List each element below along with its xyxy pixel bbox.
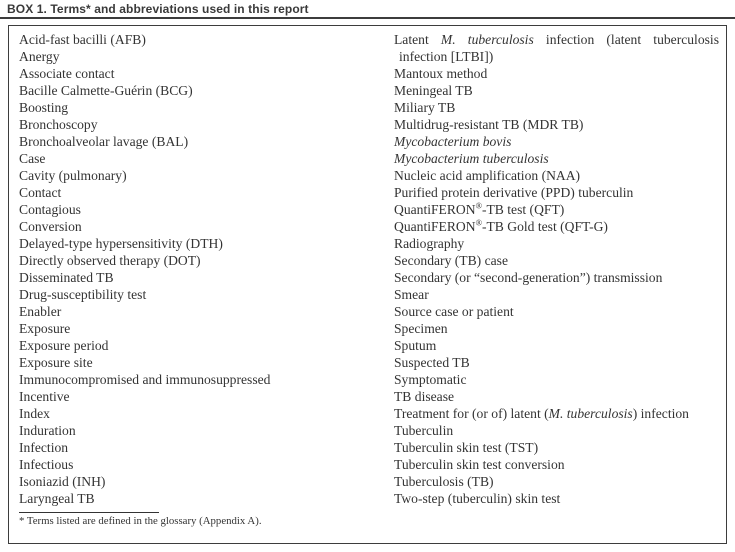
term-item: Two-step (tuberculin) skin test [394, 491, 561, 506]
title-underline [0, 17, 735, 19]
term-item: Mycobacterium bovis [394, 134, 512, 149]
terms-columns [9, 26, 726, 507]
term-item: Boosting [19, 100, 69, 115]
term-item: Acid-fast bacilli (AFB) [19, 32, 146, 47]
term-item: Exposure site [19, 355, 93, 370]
term-item: Mantoux method [394, 66, 488, 81]
term-item: Tuberculosis (TB) [394, 474, 494, 489]
term-item: Secondary (or “second-generation”) transmission [394, 270, 663, 285]
term-item: Purified protein derivative (PPD) tuberculin [394, 185, 634, 200]
term-item: Delayed-type hypersensitivity (DTH) [19, 236, 223, 251]
left-column [9, 31, 394, 507]
term-item: Radiography [394, 236, 465, 251]
term-item: Incentive [19, 389, 70, 404]
term-item: Nucleic acid amplification (NAA) [394, 168, 581, 183]
term-item: Disseminated TB [19, 270, 114, 285]
term-item: Case [19, 151, 46, 166]
term-item: Drug-susceptibility test [19, 287, 147, 302]
term-item: Conversion [19, 219, 82, 234]
term-item: Miliary TB [394, 100, 456, 115]
term-item: Tuberculin skin test (TST) [394, 440, 539, 455]
right-column [394, 31, 726, 507]
term-item: Index [19, 406, 50, 421]
term-item: Directly observed therapy (DOT) [19, 253, 201, 268]
term-item: Tuberculin [394, 423, 454, 438]
term-item: Bronchoscopy [19, 117, 98, 132]
term-item: Laryngeal TB [19, 491, 95, 506]
term-item: Treatment for (or of) latent (M. tuberculosis) infection [394, 406, 689, 421]
term-item: Exposure period [19, 338, 109, 353]
term-item: Anergy [19, 49, 60, 64]
term-item: Latent M. tuberculosis infection (latent tuberculosis infection [LTBI]) [394, 32, 719, 64]
term-item: Suspected TB [394, 355, 470, 370]
term-item: Infection [19, 440, 69, 455]
term-item: Smear [394, 287, 429, 302]
term-item: Associate contact [19, 66, 115, 81]
term-item: Meningeal TB [394, 83, 473, 98]
term-item: Exposure [19, 321, 71, 336]
footnote-rule [19, 512, 159, 513]
term-item: Isoniazid (INH) [19, 474, 106, 489]
term-item: Multidrug-resistant TB (MDR TB) [394, 117, 584, 132]
term-item: Tuberculin skin test conversion [394, 457, 565, 472]
page-title: BOX 1. Terms* and abbreviations used in this report [7, 2, 309, 16]
term-item: TB disease [394, 389, 455, 404]
term-item: Contact [19, 185, 62, 200]
term-item: Immunocompromised and immunosuppressed [19, 372, 271, 387]
footnote-section [19, 512, 726, 528]
term-item: QuantiFERON®-TB test (QFT) [394, 200, 565, 217]
term-item: Secondary (TB) case [394, 253, 508, 268]
term-item: Infectious [19, 457, 74, 472]
term-item: Sputum [394, 338, 437, 353]
term-item: Specimen [394, 321, 448, 336]
term-item: Induration [19, 423, 76, 438]
term-item: Contagious [19, 202, 81, 217]
term-item: Bronchoalveolar lavage (BAL) [19, 134, 189, 149]
term-item: Cavity (pulmonary) [19, 168, 127, 183]
term-item: Enabler [19, 304, 62, 319]
term-item: Symptomatic [394, 372, 467, 387]
term-item: Bacille Calmette-Guérin (BCG) [19, 83, 193, 98]
term-item: Source case or patient [394, 304, 514, 319]
term-item: QuantiFERON®-TB Gold test (QFT-G) [394, 217, 608, 234]
footnote-text: * Terms listed are defined in the glossary (Appendix A). [19, 515, 262, 527]
term-item: Mycobacterium tuberculosis [394, 151, 549, 166]
terms-box [8, 25, 727, 544]
